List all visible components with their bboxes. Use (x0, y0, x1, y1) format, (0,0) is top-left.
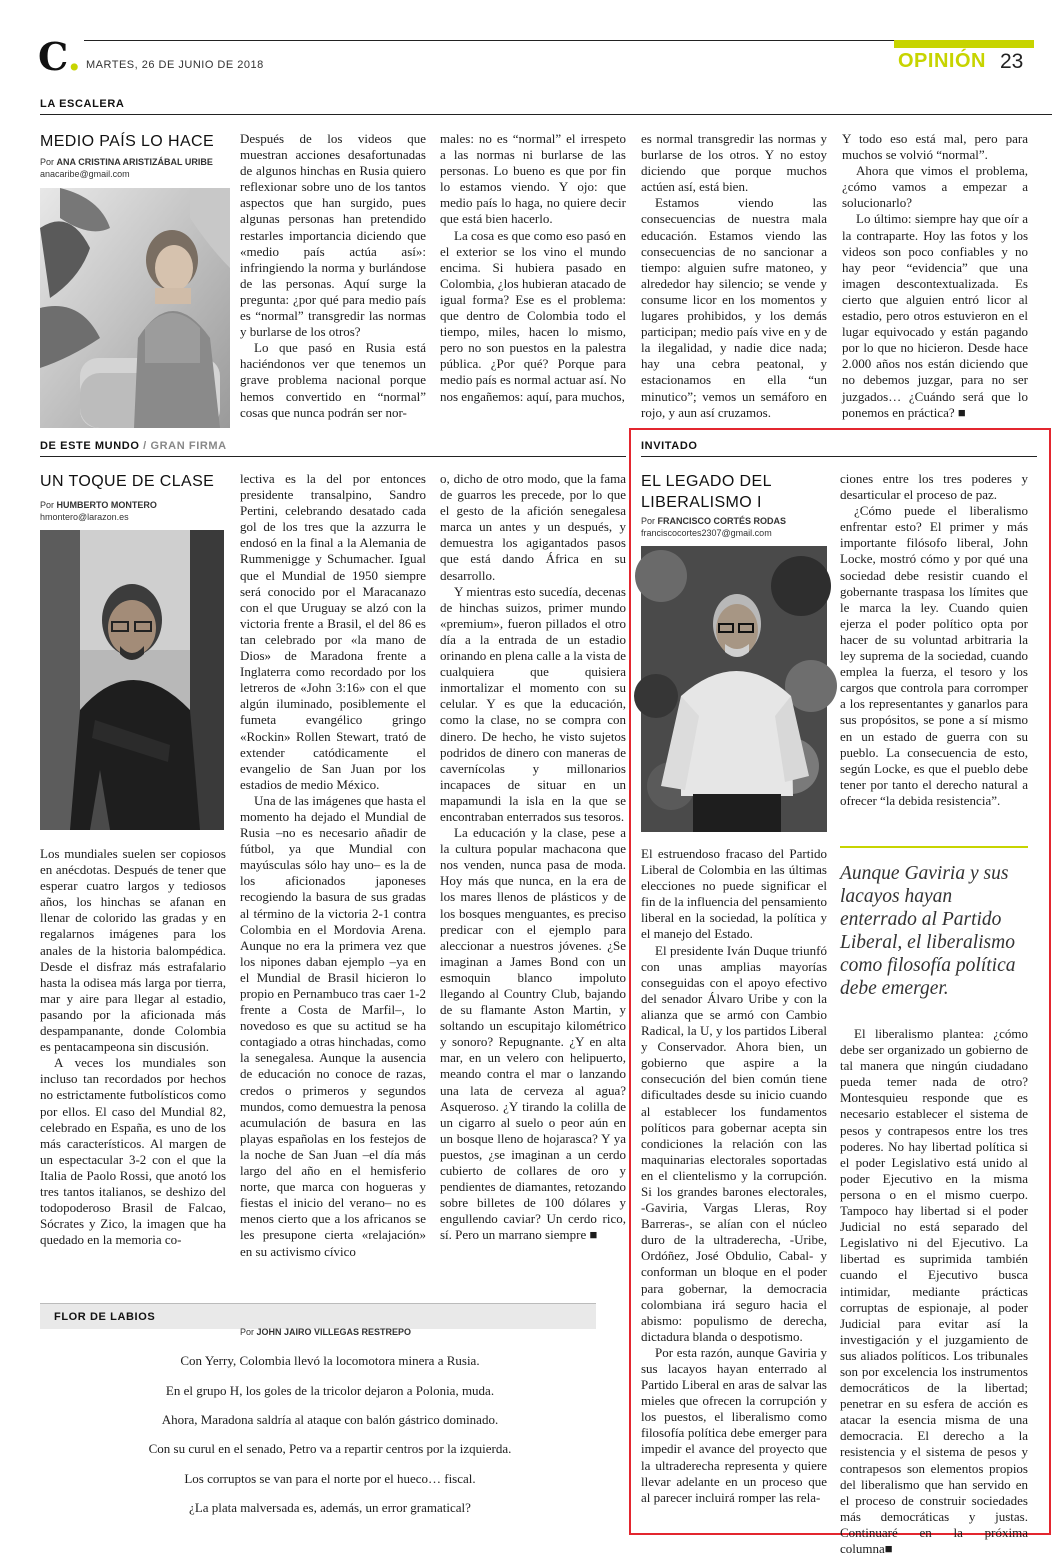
paragraph: Y todo eso está mal, pero para muchos se volvió “normal”. (842, 131, 1028, 163)
flor-line: Con Yerry, Colombia llevó la locomotora minera a Rusia. (180, 1353, 480, 1368)
invitado-kicker: INVITADO (641, 440, 698, 452)
paragraph: Lo que pasó en Rusia está haciéndonos ver que tenemos un grave problema nacional porque hemos convertido en “normal” cosas que nunca podrán ser nor- (240, 340, 426, 420)
paragraph: lectiva es la del por entonces presidente transalpino, Sandro Pertini, celebrando desatado cada gol de los tres que la azzurra le endosó en la final a la Alemania de Rummenigge y Schumacher. Igual que el Mundial de 1950 siempre será conocido por el Maracanazo con el que Uruguay se alzó con la victoria frente a Brasil, el del 86 es tan celebrado por «la mano de Dios» de Maradona frente a Inglaterra como recordado por los letreros de «John 3:16» con el que algún iluminado, posiblemente el fumeta evangélico gringo «Rockin» Rollen Stewart, trató de extender catódicamente el evangelio de San Juan por los estadios de medio México. (240, 471, 426, 792)
paragraph: Lo último: siempre hay que oír a la contraparte. Hoy las fotos y los videos son poco confiables y no hay peor “evidencia” que una imagen descontextualizada. Es cierto que alguien entró licor al estadio, pero otros estuvieron en el lugar equivocado y están pagando por lo que no hicieron. Desde hace 2.000 años nos están diciendo que no debemos juzgar, para no ser juzgados… ¿Cuándo será que lo ponemos en práctica? ■ (842, 211, 1028, 420)
paragraph: o, dicho de otro modo, que la fama de guarros les precede, por lo que el gesto de la afición senegalesa marca un antes y un después, y demuestra los agigantados pasos que está dando África en su desarrollo. (440, 471, 626, 583)
mundo-byline: Por HUMBERTO MONTERO (40, 500, 157, 510)
paragraph: Por esta razón, aunque Gaviria y sus lacayos hayan enterrado al Partido Liberal en aras de salvar las mieles que ofrecen la corrupción y los puestos, el liberalismo como filosofía política debe emerger para impedir el avance del proyecto que la ultraderecha representa y quiere llevar adelante en un proceso que al parecer incluirá romper las rela- (641, 1344, 827, 1505)
escalera-kicker: LA ESCALERA (40, 98, 125, 110)
escalera-column-1 (240, 131, 426, 429)
paragraph: Estamos viendo las consecuencias de nuestra mala educación. Estamos viendo las consecuencias de no sancionar a tiempo: alguien sufre matoneo, y alrededor hay silencio; se vende y consume licor en los momentos y lugares prohibidos, y los demás participan; medio país vive en y de la ilegalidad, y nadie dice nada; hay una cebra peatonal, y estacionamos en ella “un minutico”; vemos un semáforo en rojo, y aun así cruzamos. (641, 195, 827, 420)
section-name: OPINIÓN (898, 50, 986, 72)
invitado-byline: Por FRANCISCO CORTÉS RODAS (641, 516, 787, 526)
paragraph: males: no es “normal” el irrespeto a las normas ni burlarse de las personas. Lo bueno es que por fin lo estamos viendo. Y ojo: que medio país lo haga, no quiere decir que está bien hacerlo. (440, 131, 626, 227)
invitado-email: franciscocortes2307@gmail.com (641, 528, 772, 538)
page-number: 23 (1000, 50, 1024, 73)
escalera-email: anacaribe@gmail.com (40, 169, 130, 179)
invitado-column-1 (641, 846, 827, 1528)
invitado-column-2-top (840, 471, 1028, 819)
paragraph: ciones entre los tres poderes y desarticular el proceso de paz. (840, 471, 1028, 503)
mundo-column-2 (240, 471, 426, 1259)
paragraph: A veces los mundiales son incluso tan recordados por hechos no estrictamente futbolísticos como por ellos. El caso del Mundial 82, celebrado en España, es uno de los más característicos. Al margen de un espectacular 3-2 con el que la Italia de Paolo Rossi, que anotó los tres tantos italianos, se deshizo del todopoderoso Brasil de Falcao, Sócrates y Zico, la imagen que ha quedado en la memoria co- (40, 1055, 226, 1248)
flor-line: En el grupo H, los goles de la tricolor dejaron a Polonia, muda. (165, 1383, 495, 1398)
flor-line: Ahora, Maradona saldría al ataque con balón gástrico dominado. (161, 1412, 499, 1427)
paragraph: es normal transgredir las normas y burlarse de los otros. Y no estoy diciendo que porque muchos actúen así, está bien. (641, 131, 827, 195)
mundo-column-1 (40, 846, 226, 1248)
escalera-rule (40, 114, 1052, 115)
paragraph: Una de las imágenes que hasta el momento ha dejado el Mundial de Rusia –no es necesario añadir de fútbol, ya que Mundial con mayúsculas sólo hay uno– es la de los aficionados japoneses recogiendo la basura de sus gradas al término de la victoria 2-1 contra Colombia en el Mordovia Arena. Aunque no era la primera vez que los nipones daban ejemplo –ya en el Mundial de Brasil hicieron lo propio en Pernambuco tras caer 1-2 frente a Costa de Marfil–, lo novedoso es que su actitud se ha contagiado a otras hinchadas, como la senegalesa. Aunque la ausencia de educación no conoce de razas, credos o primeros y segundos mundos, como demuestra la penosa acumulación de basura en las playas españolas en los festejos de la noche de San Juan –el día más largo del año en el hemisferio norte, que marca con hogueras y fiestas el inicio del verano– no es menos cierto que a los africanos se les presupone cierta «relajación» en su activismo cívico (240, 792, 426, 1259)
escalera-column-3 (641, 131, 827, 429)
paragraph: El presidente Iván Duque triunfó con unas amplias mayorías conseguidas con el apoyo efectivo del senador Álvaro Uribe y con la alianza que se armó con Cambio Radical, la U, y los partidos Liberal y Conservador. Ahora bien, un gobierno que aspire a la consecución del bien común tiene dificultades desde su inicio cuando al establecer los fundamentos políticos para gobernar acepta sin condiciones la relación con las maquinarias electorales soportadas en el clientelismo y la corrupción. Si los grandes barones electorales, -Gaviria, Vargas Lleras, Roy Barreras-, se alían con el núcleo duro de la ultraderecha, -Uribe, Ordóñez, José Obdulio, Cabal- y conforman un bloque en el poder para gobernar, la democracia colombiana irá seguro hacia el abismo: populismo de derecha, dictadura blanda o despotismo. (641, 942, 827, 1344)
paragraph: La cosa es que como eso pasó en el exterior se los vino el mundo encima. Si hubiera pasado en Colombia, ¿los hubieran atacado de igual forma? Ese es el problema: que dentro de Colombia todo el tiempo, miles, hacen lo mismo, pero no son puestos en la palestra pública. ¿Por qué? Porque para medio país es normal actuar así. No nos engañemos: aquí, para muchos, (440, 227, 626, 404)
pullquote-rule (840, 846, 1028, 848)
paragraph: Y mientras esto sucedía, decenas de hinchas suizos, primer mundo «premium», fueron pillados el otro día a la entrada de un estadio orinando en plena calle a la vista de cualquiera que quisiera inmortalizar el momento con su celular. Y es que la educación, como la clase, no se compra con dinero. De hecho, he visto sujetos podridos de dinero con maneras de cavernícolas y millonarios incapaces de situar en un mapamundi la isla en la que se encontraban enterrados sus tesoros. (440, 583, 626, 824)
paragraph: La educación y la clase, pese a la cultura popular machacona que nos venden, nunca pasa de moda. Hoy más que nunca, en la era de los mares llenos de plásticos y de los bosques menguantes, es preciso predicar con el ejemplo para aleccionar a nuestros jóvenes. ¿Se imaginan a James Bond con un esmoquin blanco impoluto llegando al Country Club, bajando de su flamante Aston Martin, y soltando un escupitajo kilométrico y sonoro? Repugnante. ¿Y en alta mar, en un velero con helipuerto, meando contra el mar o lanzando una lata de cerveza al agua? Asqueroso. ¿Y tirando la colilla de un cigarro al suelo o peor aún en un bosque lleno de hojarasca? Y ya puestos, ¿se imaginan a un cerdo cubierto de collares de oro y pendientes de diamantes, retozando sobre billetes de 100 dólares y engullendo caviar? Un cerdo rico, sí. Pero un marrano siempre ■ (440, 825, 626, 1243)
paragraph: El liberalismo plantea: ¿cómo debe ser organizado un gobierno de tal manera que ningún ciudadano pueda temer nada de otro? Montesquieu responde que es necesario establecer el sistema de pesos y contrapesos entre los tres poderes. No hay libertad política si el poder Legislativo está unido al poder Ejecutivo en la misma persona o en el mismo cuerpo. Tampoco hay libertad si el poder Judicial no está separado del Legislativo ni del Ejecutivo. La libertad es suprimida también cuando el Ejecutivo busca intimidar, mediante prácticas corruptas de espionaje, al poder Judicial para evitar así la investigación y el juzgamiento de sus aliados políticos. Los tribunales son por excelencia los instrumentos democráticos de la libertad; penetrar en su esfera de acción es atacar la esencia misma de una democracia. El derecho a la resistencia y el sistema de pesos y contrapesos son elementos propios del liberalismo que han servido en el proceso de construir sociedades más democráticas y justas. Continuaré en la próxima columna■ (840, 1026, 1028, 1556)
flor-line: ¿La plata malversada es, además, un error gramatical? (189, 1500, 471, 1515)
flor-line: Con su curul en el senado, Petro va a repartir centros por la izquierda. (148, 1441, 512, 1456)
issue-date: MARTES, 26 DE JUNIO DE 2018 (86, 59, 264, 71)
paragraph: ¿Cómo puede el liberalismo enfrentar esto? El primer y más importante filósofo liberal, John Locke, mostró cómo y por qué una sociedad debe resistir cuando el gobernante traspasa los límites que le marca la ley. Cuando quien ejerza el poder político opta por hacer de su voluntad arbitraria la ley suprema de la sociedad, cuando emplea la fuerza, el tesoro y los cargos que controla para corromper a los representantes y ganarlos para sus propósitos, se pone a sí mismo en un estado de guerra con su pueblo. La consecuencia de esto, según Locke, es que el pueblo debe tener por tanto el derecho natural a ofrecer “la debida resistencia”. (840, 503, 1028, 808)
escalera-column-4 (842, 131, 1028, 429)
invitado-title: EL LEGADO DEL LIBERALISMO I (641, 473, 772, 511)
author-photo-cortes (641, 546, 827, 832)
mundo-kicker: DE ESTE MUNDO / GRAN FIRMA (40, 440, 227, 452)
mundo-email: hmontero@larazon.es (40, 512, 129, 522)
flor-kicker: FLOR DE LABIOS (54, 1311, 156, 1323)
invitado-rule (641, 456, 1037, 457)
escalera-column-2 (440, 131, 626, 429)
paragraph: Después de los videos que muestran acciones desafortunadas de algunos hinchas en Rusia quiero reflexionar sobre uno de los tantos aspectos que han surgido, pues algunas personas han pretendido restarles importancia diciendo que «medio país actúa así»: infringiendo la norma y burlándose de las personas. Aquí surge la pregunta: ¿por qué para medio país es “normal” transgredir las normas y burlarse de los otros? (240, 131, 426, 340)
paragraph: El estruendoso fracaso del Partido Liberal de Colombia en las últimas elecciones no puede significar el fin de la influencia del pensamiento liberal en la sociedad, la política y el manejo del Estado. (641, 846, 827, 942)
flor-line: Los corruptos se van para el norte por el hueco… fiscal. (184, 1471, 476, 1486)
paragraph: Los mundiales suelen ser copiosos en anécdotas. Después de tener que esperar cuatro largos y tediosos años, los hinchas se afanan en llenar de colorido las gradas y en regalarnos imágenes para los anales de la historia balompédica. Desde el disfraz más estrafalario hasta la odisea más larga por tierra, mar y aire para llegar al estadio, pasando por la aficionada más despampanante, donde Colombia es pentacampeona sin discusión. (40, 846, 226, 1055)
author-photo-aristizabal (40, 188, 230, 428)
paragraph: Ahora que vimos el problema, ¿cómo vamos a empezar a solucionarlo? (842, 163, 1028, 211)
escalera-byline: Por ANA CRISTINA ARISTIZÁBAL URIBE (40, 157, 213, 167)
mundo-column-3 (440, 471, 626, 1259)
header-rule (84, 40, 894, 41)
section-color-bar (894, 40, 1034, 48)
newspaper-logo: C. (38, 34, 81, 79)
mundo-title: UN TOQUE DE CLASE (40, 473, 215, 490)
invitado-column-2-bottom (840, 1026, 1028, 1556)
mundo-rule (40, 456, 626, 457)
flor-byline: Por JOHN JAIRO VILLEGAS RESTREPO (240, 1327, 412, 1337)
author-photo-montero (40, 530, 224, 830)
escalera-title: MEDIO PAÍS LO HACE (40, 133, 215, 150)
pullquote: Aunque Gaviria y sus lacayos hayan enterrado al Partido Liberal, el liberalismo como filosofía política debe emerger. (840, 863, 1016, 999)
